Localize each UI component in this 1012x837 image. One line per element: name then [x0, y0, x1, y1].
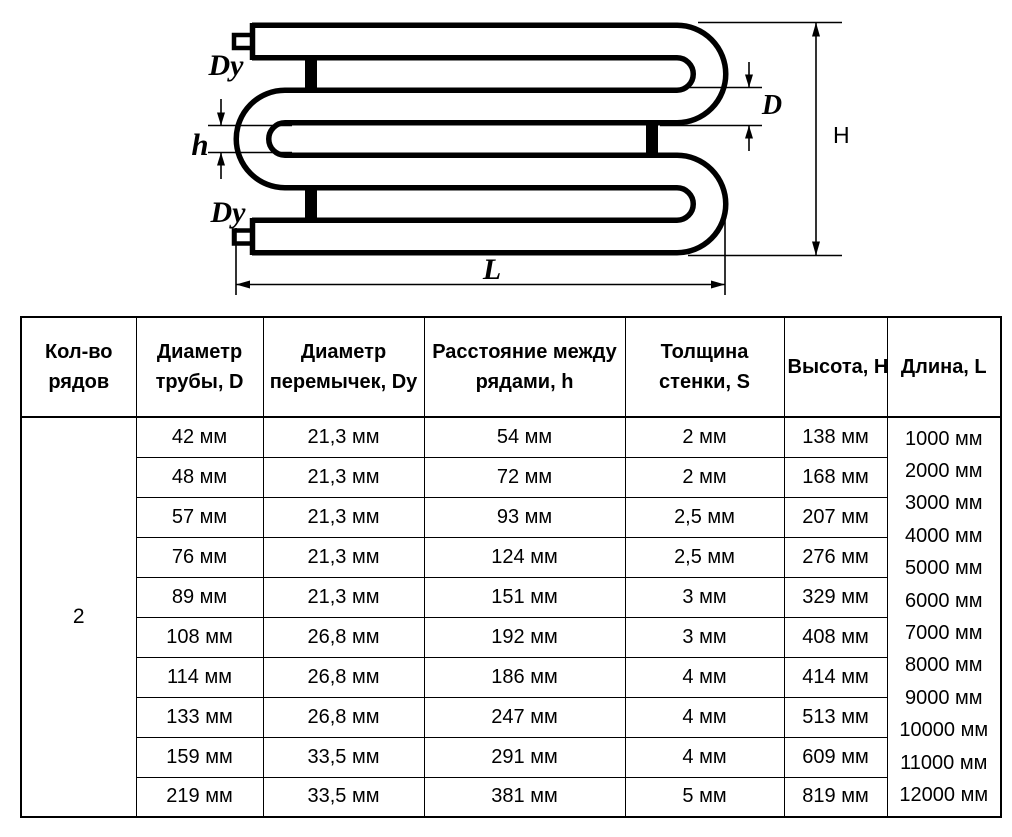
- label-D: D: [761, 90, 783, 121]
- length-item: 9000 мм: [904, 686, 983, 709]
- jumper-left-bottom: [305, 186, 317, 222]
- cell-height: 819 мм: [784, 777, 887, 817]
- table-row: [21, 777, 1001, 817]
- cell-dy: 26,8 мм: [263, 697, 424, 737]
- col-header-pipe-diameter: Диаметр трубы, D: [136, 317, 263, 417]
- table-row: [21, 617, 1001, 657]
- inlet-stub-top: [234, 35, 252, 48]
- col-header-height: Высота, H: [784, 317, 887, 417]
- table-row: [21, 497, 1001, 537]
- cell-dy: 21,3 мм: [263, 537, 424, 577]
- length-list-cell: [887, 417, 1001, 817]
- cell-d: 159 мм: [136, 737, 263, 777]
- table-row: [21, 457, 1001, 497]
- spec-table-wrapper: [20, 316, 1002, 818]
- cell-s: 4 мм: [625, 737, 784, 777]
- length-item: 3000 мм: [904, 492, 983, 515]
- serpentine-pipe-bore: [252, 42, 710, 237]
- cell-d: 42 мм: [136, 417, 263, 457]
- D-arrow-up: [745, 126, 753, 139]
- cell-h: 151 мм: [424, 577, 625, 617]
- length-item: 1000 мм: [904, 427, 983, 450]
- table-row: [21, 417, 1001, 457]
- length-item: 5000 мм: [904, 557, 983, 580]
- cell-height: 408 мм: [784, 617, 887, 657]
- cell-h: 247 мм: [424, 697, 625, 737]
- col-header-row-spacing: Расстояние между рядами, h: [424, 317, 625, 417]
- table-row: [21, 537, 1001, 577]
- length-item: 2000 мм: [904, 459, 983, 482]
- label-Dy-bottom: Dy: [210, 196, 246, 229]
- col-header-rows: Кол-во рядов: [21, 317, 136, 417]
- header-row: [21, 317, 1001, 417]
- length-item: 6000 мм: [904, 589, 983, 612]
- cell-d: 57 мм: [136, 497, 263, 537]
- label-H: H: [833, 122, 850, 148]
- cell-h: 186 мм: [424, 657, 625, 697]
- cell-s: 2 мм: [625, 457, 784, 497]
- cell-s: 2,5 мм: [625, 537, 784, 577]
- length-list: [888, 423, 1001, 812]
- label-h: h: [191, 127, 209, 162]
- cell-h: 381 мм: [424, 777, 625, 817]
- cell-height: 513 мм: [784, 697, 887, 737]
- cell-d: 133 мм: [136, 697, 263, 737]
- cell-d: 89 мм: [136, 577, 263, 617]
- cell-dy: 33,5 мм: [263, 737, 424, 777]
- cell-height: 329 мм: [784, 577, 887, 617]
- cell-d: 108 мм: [136, 617, 263, 657]
- cell-height: 276 мм: [784, 537, 887, 577]
- length-item: 12000 мм: [899, 784, 989, 807]
- cell-s: 3 мм: [625, 617, 784, 657]
- jumper-left-top: [305, 56, 317, 92]
- length-item: 7000 мм: [904, 622, 983, 644]
- cell-s: 2,5 мм: [625, 497, 784, 537]
- cell-s: 5 мм: [625, 777, 784, 817]
- table-row: [21, 657, 1001, 697]
- table-row: [21, 737, 1001, 777]
- register-spec-table: [20, 316, 1002, 818]
- label-L: L: [482, 253, 502, 286]
- length-item: 4000 мм: [904, 524, 983, 547]
- cell-height: 609 мм: [784, 737, 887, 777]
- cell-height: 168 мм: [784, 457, 887, 497]
- row-count-cell: 2: [21, 417, 136, 817]
- jumper-right-middle: [646, 121, 658, 157]
- cell-d: 48 мм: [136, 457, 263, 497]
- length-item: 11000 мм: [900, 751, 988, 774]
- cell-dy: 26,8 мм: [263, 617, 424, 657]
- h-arrow-down: [217, 113, 225, 126]
- cell-height: 414 мм: [784, 657, 887, 697]
- cell-dy: 21,3 мм: [263, 457, 424, 497]
- cell-h: 192 мм: [424, 617, 625, 657]
- cell-s: 3 мм: [625, 577, 784, 617]
- H-arrow-down: [812, 242, 820, 256]
- length-item: 8000 мм: [904, 654, 983, 677]
- col-header-length: Длина, L: [887, 317, 1001, 417]
- serpentine-pipe-outline: [252, 42, 710, 237]
- length-item: 10000 мм: [899, 719, 989, 742]
- h-arrow-up: [217, 153, 225, 166]
- H-arrow-up: [812, 23, 820, 37]
- cell-height: 138 мм: [784, 417, 887, 457]
- cell-s: 4 мм: [625, 657, 784, 697]
- cell-d: 76 мм: [136, 537, 263, 577]
- cell-h: 124 мм: [424, 537, 625, 577]
- cell-dy: 21,3 мм: [263, 577, 424, 617]
- col-header-jumper-diameter: Диаметр перемычек, Dy: [263, 317, 424, 417]
- label-Dy-top: Dy: [208, 49, 244, 82]
- cell-h: 93 мм: [424, 497, 625, 537]
- cell-s: 4 мм: [625, 697, 784, 737]
- serpentine-register-diagram: [0, 0, 1012, 305]
- cell-dy: 26,8 мм: [263, 657, 424, 697]
- col-header-wall-thickness: Толщина стенки, S: [625, 317, 784, 417]
- cell-height: 207 мм: [784, 497, 887, 537]
- cell-h: 54 мм: [424, 417, 625, 457]
- cell-dy: 21,3 мм: [263, 417, 424, 457]
- cell-dy: 33,5 мм: [263, 777, 424, 817]
- D-arrow-down: [745, 75, 753, 88]
- table-row: [21, 577, 1001, 617]
- cell-d: 219 мм: [136, 777, 263, 817]
- L-arrow-left: [236, 281, 250, 289]
- cell-s: 2 мм: [625, 417, 784, 457]
- cell-h: 72 мм: [424, 457, 625, 497]
- cell-h: 291 мм: [424, 737, 625, 777]
- L-arrow-right: [711, 281, 725, 289]
- cell-dy: 21,3 мм: [263, 497, 424, 537]
- cell-d: 114 мм: [136, 657, 263, 697]
- table-row: [21, 697, 1001, 737]
